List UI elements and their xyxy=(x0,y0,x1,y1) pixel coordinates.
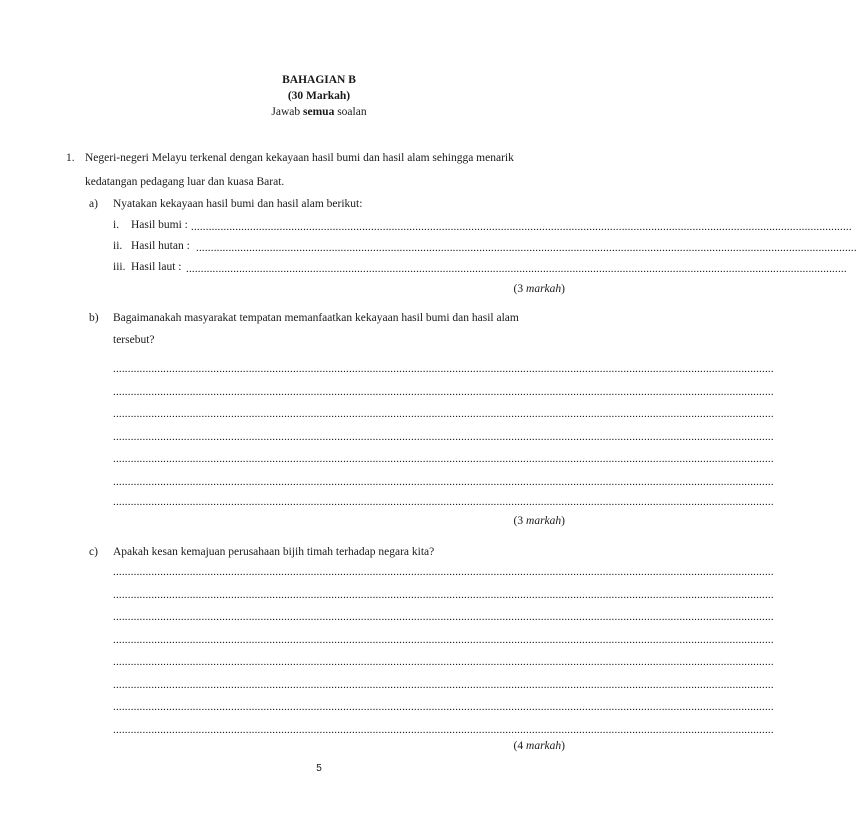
answer-line[interactable]: ................................................................................................................................................................................................................................ xyxy=(191,221,852,233)
part-a-item-label: Hasil laut : xyxy=(131,261,182,273)
question-text-line1: Negeri-negeri Melayu terkenal dengan kekayaan hasil bumi dan hasil alam sehingga menarik xyxy=(85,152,514,164)
part-a-marks xyxy=(514,283,565,295)
answer-line[interactable]: ................................................................................................................................................................................................................................ xyxy=(113,611,774,623)
part-b-prompt-line1: Bagaimanakah masyarakat tempatan memanfaatkan kekayaan hasil bumi dan hasil alam xyxy=(113,312,519,324)
answer-line[interactable]: ................................................................................................................................................................................................................................ xyxy=(113,724,774,736)
marks-open: (3 xyxy=(513,283,527,295)
answer-line[interactable]: ................................................................................................................................................................................................................................ xyxy=(186,263,847,275)
answer-line[interactable]: ................................................................................................................................................................................................................................ xyxy=(113,431,774,443)
marks-close: ) xyxy=(561,515,565,527)
page-number: 5 xyxy=(316,763,322,774)
marks-open: (4 xyxy=(513,740,527,752)
part-c-label: c) xyxy=(89,546,98,558)
instruction-prefix: Jawab xyxy=(271,106,301,118)
marks-word: markah xyxy=(526,283,562,295)
answer-line[interactable]: ................................................................................................................................................................................................................................ xyxy=(113,701,774,713)
answer-line[interactable]: ................................................................................................................................................................................................................................ xyxy=(196,242,857,254)
part-a-item-num: ii. xyxy=(113,240,123,252)
section-title: BAHAGIAN B xyxy=(282,74,356,86)
question-text-line2: kedatangan pedagang luar dan kuasa Barat. xyxy=(85,176,285,188)
answer-line[interactable]: ................................................................................................................................................................................................................................ xyxy=(113,386,774,398)
part-b-marks xyxy=(514,515,565,527)
answer-line[interactable]: ................................................................................................................................................................................................................................ xyxy=(113,363,774,375)
part-c-marks xyxy=(514,740,565,752)
part-c-prompt: Apakah kesan kemajuan perusahaan bijih timah terhadap negara kita? xyxy=(113,546,435,558)
marks-word: markah xyxy=(526,740,562,752)
answer-line[interactable]: ................................................................................................................................................................................................................................ xyxy=(113,679,774,691)
part-a-prompt: Nyatakan kekayaan hasil bumi dan hasil alam berikut: xyxy=(113,198,363,210)
section-marks: (30 Markah) xyxy=(287,90,351,102)
answer-line[interactable]: ................................................................................................................................................................................................................................ xyxy=(113,496,774,508)
part-a-item-num: iii. xyxy=(113,261,126,273)
part-b-label: b) xyxy=(89,312,99,324)
marks-close: ) xyxy=(561,740,565,752)
answer-line[interactable]: ................................................................................................................................................................................................................................ xyxy=(113,408,774,420)
marks-word: markah xyxy=(526,515,562,527)
part-a-item-num: i. xyxy=(113,219,120,231)
instruction-bold: semua xyxy=(303,106,335,118)
answer-line[interactable]: ................................................................................................................................................................................................................................ xyxy=(113,566,774,578)
marks-close: ) xyxy=(561,283,565,295)
part-b-prompt-line2: tersebut? xyxy=(113,334,155,346)
answer-line[interactable]: ................................................................................................................................................................................................................................ xyxy=(113,634,774,646)
section-instruction xyxy=(0,106,638,118)
answer-line[interactable]: ................................................................................................................................................................................................................................ xyxy=(113,589,774,601)
instruction-suffix: soalan xyxy=(337,106,367,118)
part-a-label: a) xyxy=(89,198,98,210)
answer-line[interactable]: ................................................................................................................................................................................................................................ xyxy=(113,453,774,465)
marks-open: (3 xyxy=(513,515,527,527)
part-a-item-label: Hasil bumi : xyxy=(131,219,188,231)
answer-line[interactable]: ................................................................................................................................................................................................................................ xyxy=(113,656,774,668)
part-a-item-label: Hasil hutan : xyxy=(131,240,190,252)
answer-line[interactable]: ................................................................................................................................................................................................................................ xyxy=(113,476,774,488)
question-number: 1. xyxy=(66,152,75,164)
